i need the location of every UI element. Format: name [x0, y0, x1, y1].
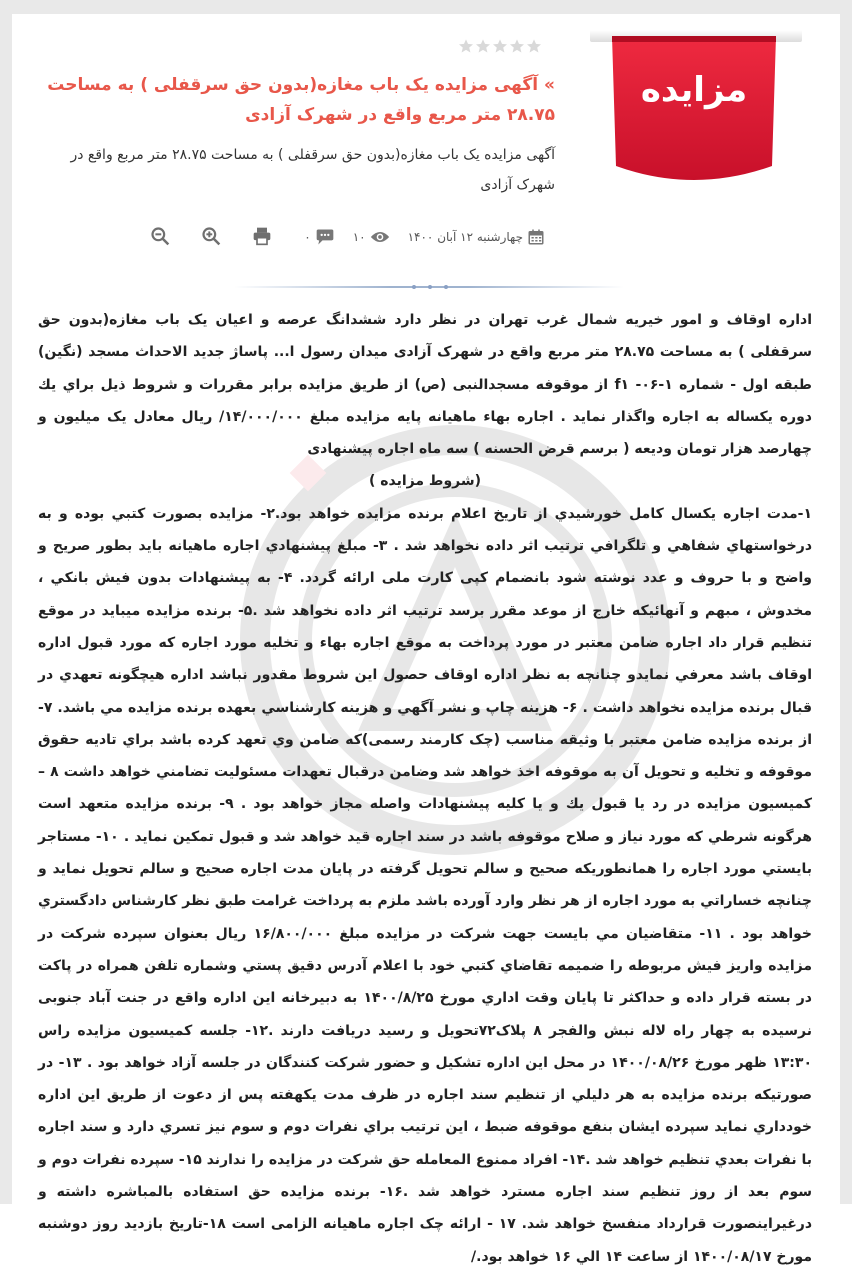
star-icon[interactable] [458, 38, 474, 54]
zoom-in-icon[interactable] [201, 226, 221, 246]
views-count: ۱۰ [352, 230, 366, 244]
article-body [38, 304, 812, 1273]
conditions-heading: (شروط مزایده ) [368, 473, 482, 490]
comments-count: ۰ [304, 230, 311, 244]
divider-ornament [412, 280, 448, 294]
calendar-icon [527, 228, 545, 246]
article-tools [148, 224, 274, 250]
star-icon[interactable] [509, 38, 525, 54]
rating-stars[interactable] [458, 38, 544, 54]
intro-paragraph: اداره اوقاف و امور خیریه شمال غرب تهران در نظر دارد ششدانگ عرصه و اعیان یک باب مغازه(بدون حق سرقفلی ) به مساحت ۲۸.۷۵ متر مربع واقع در شهرک آزادی میدان رسول ا... پاساژ جدید الاحداث مسجد (نگین) طبقه اول - شماره ۱-۰۶- f۱ از موقوفه مسجدالنبی (ص) از طریق مزایده برابر مقررات و شروط ذيل براي يك دوره يكساله به اجاره واگذار نمايد . اجاره بهاء ماهیانه پایه مزایده مبلغ ۱۴/۰۰۰/۰۰۰/ ریال معادل یک میلیون و چهارصد هزار تومان ودیعه ( برسم قرض الحسنه ) سه ماه اجاره پیشنهادی [38, 312, 813, 458]
conditions-paragraph: ۱-مدت اجاره يكسال كامل خورشيدي از تاريخ اعلام برنده مزايده خواهد بود.۲- مزايده بصورت كتبي بوده و به درخواستهاي شفاهي و تلگرافي ترتيب اثر داده نخواهد شد . ۳- مبلغ پيشنهادي اجاره ماهيانه بايد بطور صريح و واضح و با حروف و عدد نوشته شود بانضمام کپی کارت ملی ارائه گردد. ۴- به پيشنهادات بدون فیش بانكي ، مخدوش ، مبهم و آنهائيكه خارج از موعد مقرر برسد ترتيب اثر داده نخواهد شد .۵- برنده مزايده ميبايد در موقع تنظيم قرار داد اجاره ضامن معتبر در مورد پرداخت به موقع اجاره بهاء و تخليه مورد اجاره كه مورد قبول اداره اوقاف باشد معرفي نمايدو چنانچه به نظر اداره اوقاف حصول اين شروط مقدور نباشد اداره هيچگونه تعهدي در قبال برنده مزايده نخواهد داشت . ۶- هزينه چاپ و نشر آگهي و هزينه كارشناسي بعهده برنده مزايده مي باشد. ۷- از برنده مزايده ضامن معتبر با وثيقه مناسب (چک کارمند رسمی)که ضامن وي تعهد كرده باشد براي تاديه حقوق موقوفه و تخليه و تحويل آن به موقوفه اخذ خواهد شد وضامن درقبال تعهدات مسئوليت تضامني خواهد داشت ۸ – كميسيون مزايده در رد يا قبول يك و يا كليه پيشنهادات واصله مجاز خواهد بود . ۹- برنده مزايده متعهد است هرگونه شرطي كه مورد نياز و صلاح موقوفه باشد در سند اجاره قيد خواهد شد و قبول تمكين نمايد . ۱۰- مستاجر بايستي مورد اجاره را همانطوريكه صحيح و سالم تحويل گرفته در پايان مدت اجاره صحيح و سالم تحويل نمايد و چنانچه خساراتي به مورد اجاره از هر نظر وارد آورده باشد ملزم به پرداخت غرامت طبق نظر كارشناس دادگستري خواهد بود . ۱۱- متقاضيان مي بايست جهت شركت در مزايده مبلغ ۱۶/۸۰۰/۰۰۰ ريال بعنوان سپرده شركت در مزايده واريز فيش مربوطه را ضميمه تقاضاي كتبي خود با اعلام آدرس دقيق پستي وشماره تلفن همراه در پاكت در بسته قرار داده و حداكثر تا پايان وقت اداري مورخ ۱۴۰۰/۸/۲۵ به دبيرخانه اين اداره واقع در جنت آباد جنوبی نرسيده به چهار راه لاله نبش والفجر ۸ پلاک۷۲تحويل و رسيد دريافت دارند .۱۲- جلسه كميسيون مزايده راس ۱۳:۳۰ ظهر مورخ ۱۴۰۰/۰۸/۲۶ در محل اين اداره تشكيل و حضور شركت كنندگان در جلسه آزاد خواهد بود . ۱۳- در صورتيكه برنده مزايده به هر دليلي از تنظيم سند اجاره در ظرف مدت يكهفته پس از دعوت از طريق اين اداره خودداري نمايد سپرده ايشان بنفع موقوفه ضبط ، اين ترتيب براي نفرات دوم و سوم نيز تسري دارد و سند اجاره با نفرات بعدي تنظيم خواهد شد .۱۴- افراد ممنوع المعامله حق شركت در مزايده را ندارند ۱۵- سپرده نفرات دوم و سوم بعد از روز تنظيم سند اجاره مسترد خواهد شد .۱۶- برنده مزایده حق استفاده بالمباشره داشته و درغیراینصورت قرارداد منفسخ خواهد شد. ۱۷ - ارائه چک اجاره ماهیانه الزامی است ۱۸-تاریخ بازدید روز دوشنبه مورخ ۱۴۰۰/۰۸/۱۷ از ساعت ۱۴ الي ۱۶ خواهد بود./ [38, 505, 813, 1265]
zoom-out-button[interactable] [148, 224, 172, 248]
comments-item[interactable] [304, 228, 334, 246]
date-item [408, 228, 545, 246]
article-title-link[interactable]: » آگهی مزایده یک باب مغازه(بدون حق سرقفلی ) به مساحت ۲۸.۷۵ متر مربع واقع در شهرک آزادی [47, 75, 555, 125]
views-item [353, 229, 390, 245]
window-left-border [0, 0, 12, 1204]
zoom-out-icon[interactable] [150, 226, 170, 246]
window-top-border [0, 0, 852, 14]
print-button[interactable] [250, 224, 274, 248]
star-icon[interactable] [526, 38, 542, 54]
publish-date: چهارشنبه ۱۲ آبان ۱۴۰۰ [407, 230, 523, 244]
zoom-in-button[interactable] [199, 224, 223, 248]
window-right-border [840, 0, 852, 1204]
article-summary: آگهی مزایده یک باب مغازه(بدون حق سرقفلی ) به مساحت ۲۸.۷۵ متر مربع واقع در شهرک آزادی [70, 147, 555, 193]
badge-label: مزایده [640, 70, 748, 110]
eye-icon [370, 229, 390, 245]
star-icon[interactable] [492, 38, 508, 54]
print-icon[interactable] [252, 226, 272, 246]
auction-badge-icon [606, 36, 782, 186]
star-icon[interactable] [475, 38, 491, 54]
comment-icon[interactable] [315, 228, 335, 246]
